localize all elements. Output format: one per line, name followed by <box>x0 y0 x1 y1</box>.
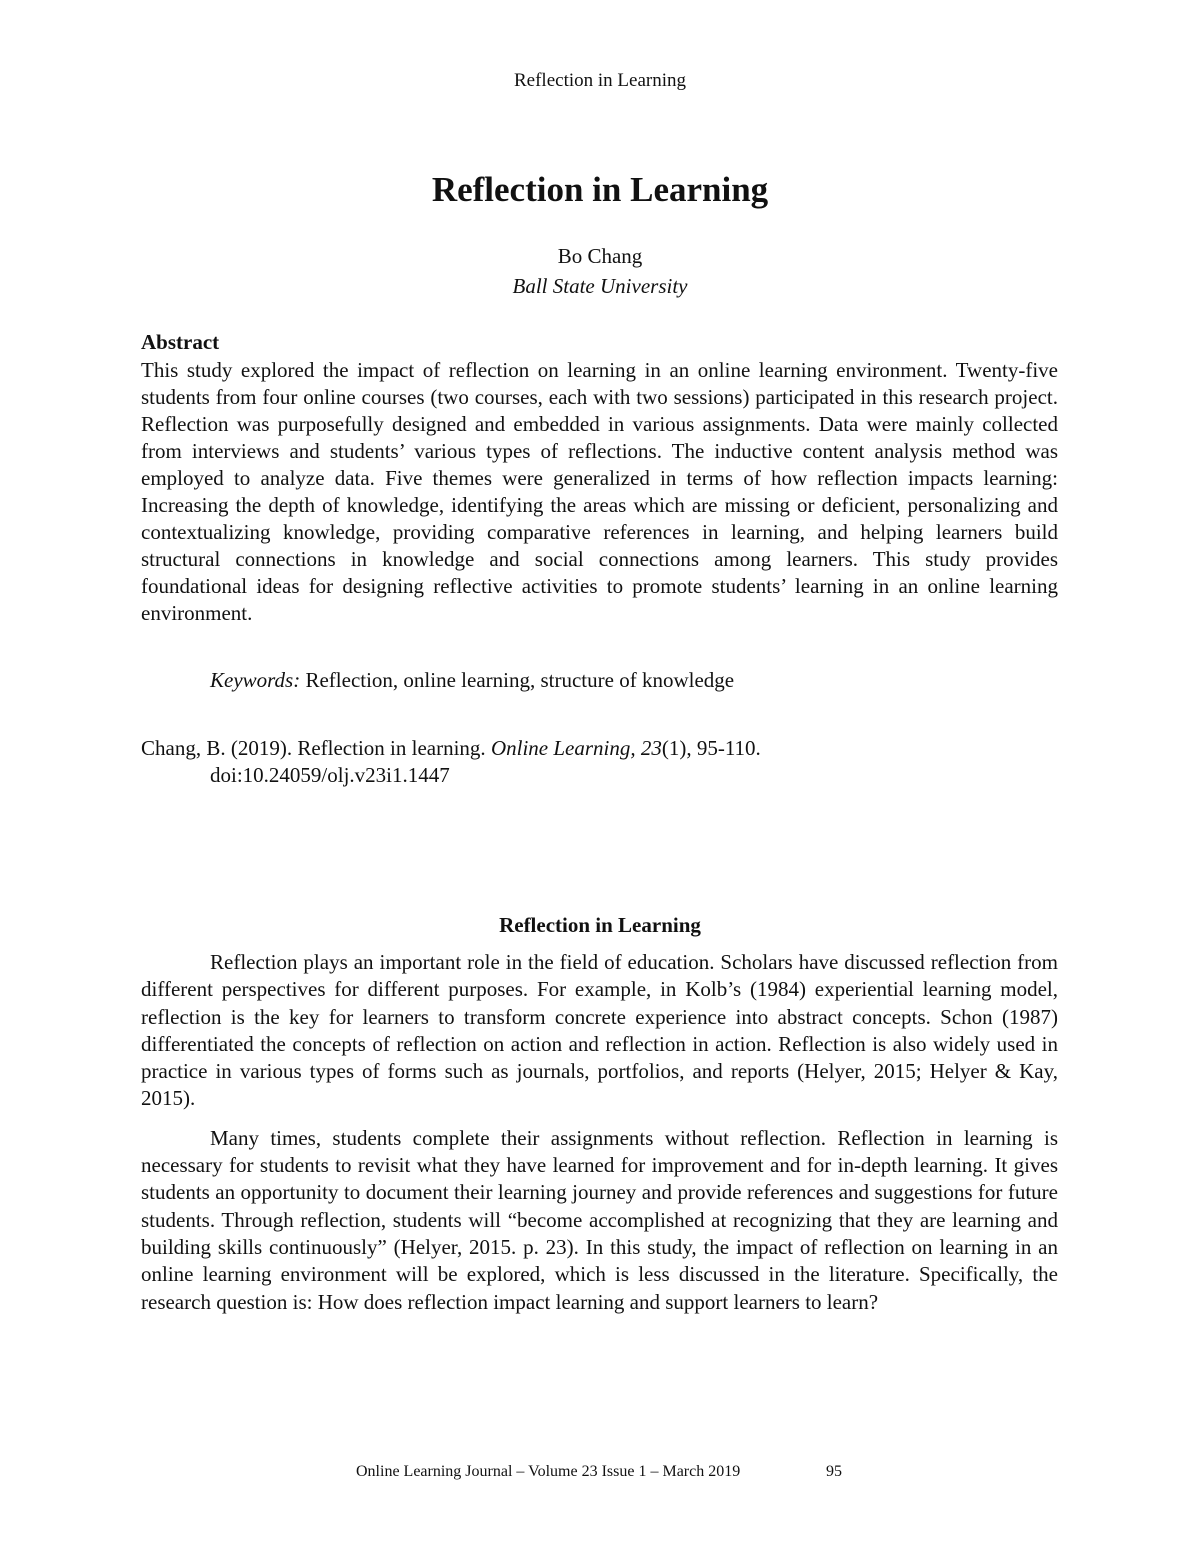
citation-part2: (1), 95-110. <box>661 736 761 760</box>
section-body <box>141 949 1058 1328</box>
running-head: Reflection in Learning <box>514 70 686 91</box>
abstract-heading: Abstract <box>141 330 220 354</box>
citation <box>141 735 1058 789</box>
page-number: 95 <box>826 1463 842 1480</box>
keywords-text: Reflection, online learning, structure of knowledge <box>300 668 735 692</box>
section-heading: Reflection in Learning <box>499 913 701 937</box>
author-name: Bo Chang <box>557 244 643 268</box>
citation-journal: Online Learning, 23 <box>490 736 662 760</box>
citation-doi: doi:10.24059/olj.v23i1.1447 <box>210 763 450 787</box>
keywords-label: Keywords: <box>210 668 301 692</box>
citation-part1: Chang, B. (2019). Reflection in learning. <box>141 736 491 760</box>
author-affiliation: Ball State University <box>512 274 688 298</box>
abstract-text: This study explored the impact of reflection on learning in an online learning environment. Twenty-five students from four online courses (two courses, each with two sessions) participated in this research project. Reflection was purposefully designed and embedded in various assignments. Data were mainly collected from interviews and students’ various types of reflections. The inductive content analysis method was employed to analyze data. Five themes were generalized in terms of how reflection impacts learning: Increasing the depth of knowledge, identifying the areas which are missing or deficient, personalizing and contextualizing knowledge, providing comparative references in learning, and helping learners build structural connections in knowledge and social connections among learners. This study provides foundational ideas for designing reflective activities to promote students’ learning in an online learning environment. <box>141 358 1058 625</box>
footer-journal: Online Learning Journal – Volume 23 Issue 1 – March 2019 <box>356 1463 741 1480</box>
keywords <box>210 668 734 693</box>
body-paragraph: Reflection plays an important role in the field of education. Scholars have discussed reflection from different perspectives for different purposes. For example, in Kolb’s (1984) experiential learning model, reflection is the key for learners to transform concrete experience into abstract concepts. Schon (1987) differentiated the concepts of reflection on action and reflection in action. Reflection is also widely used in practice in various types of forms such as journals, portfolios, and reports (Helyer, 2015; Helyer & Kay, 2015). <box>141 950 1058 1111</box>
body-paragraph: Many times, students complete their assignments without reflection. Reflection in learning is necessary for students to revisit what they have learned for improvement and for in-depth learning. It gives students an opportunity to document their learning journey and provide references and suggestions for future students. Through reflection, students will “become accomplished at recognizing that they are learning and building skills continuously” (Helyer, 2015. p. 23). In this study, the impact of reflection on learning in an online learning environment will be explored, which is less discussed in the literature. Specifically, the research question is: How does reflection impact learning and support learners to learn? <box>141 1125 1058 1314</box>
paper-title: Reflection in Learning <box>431 170 769 209</box>
